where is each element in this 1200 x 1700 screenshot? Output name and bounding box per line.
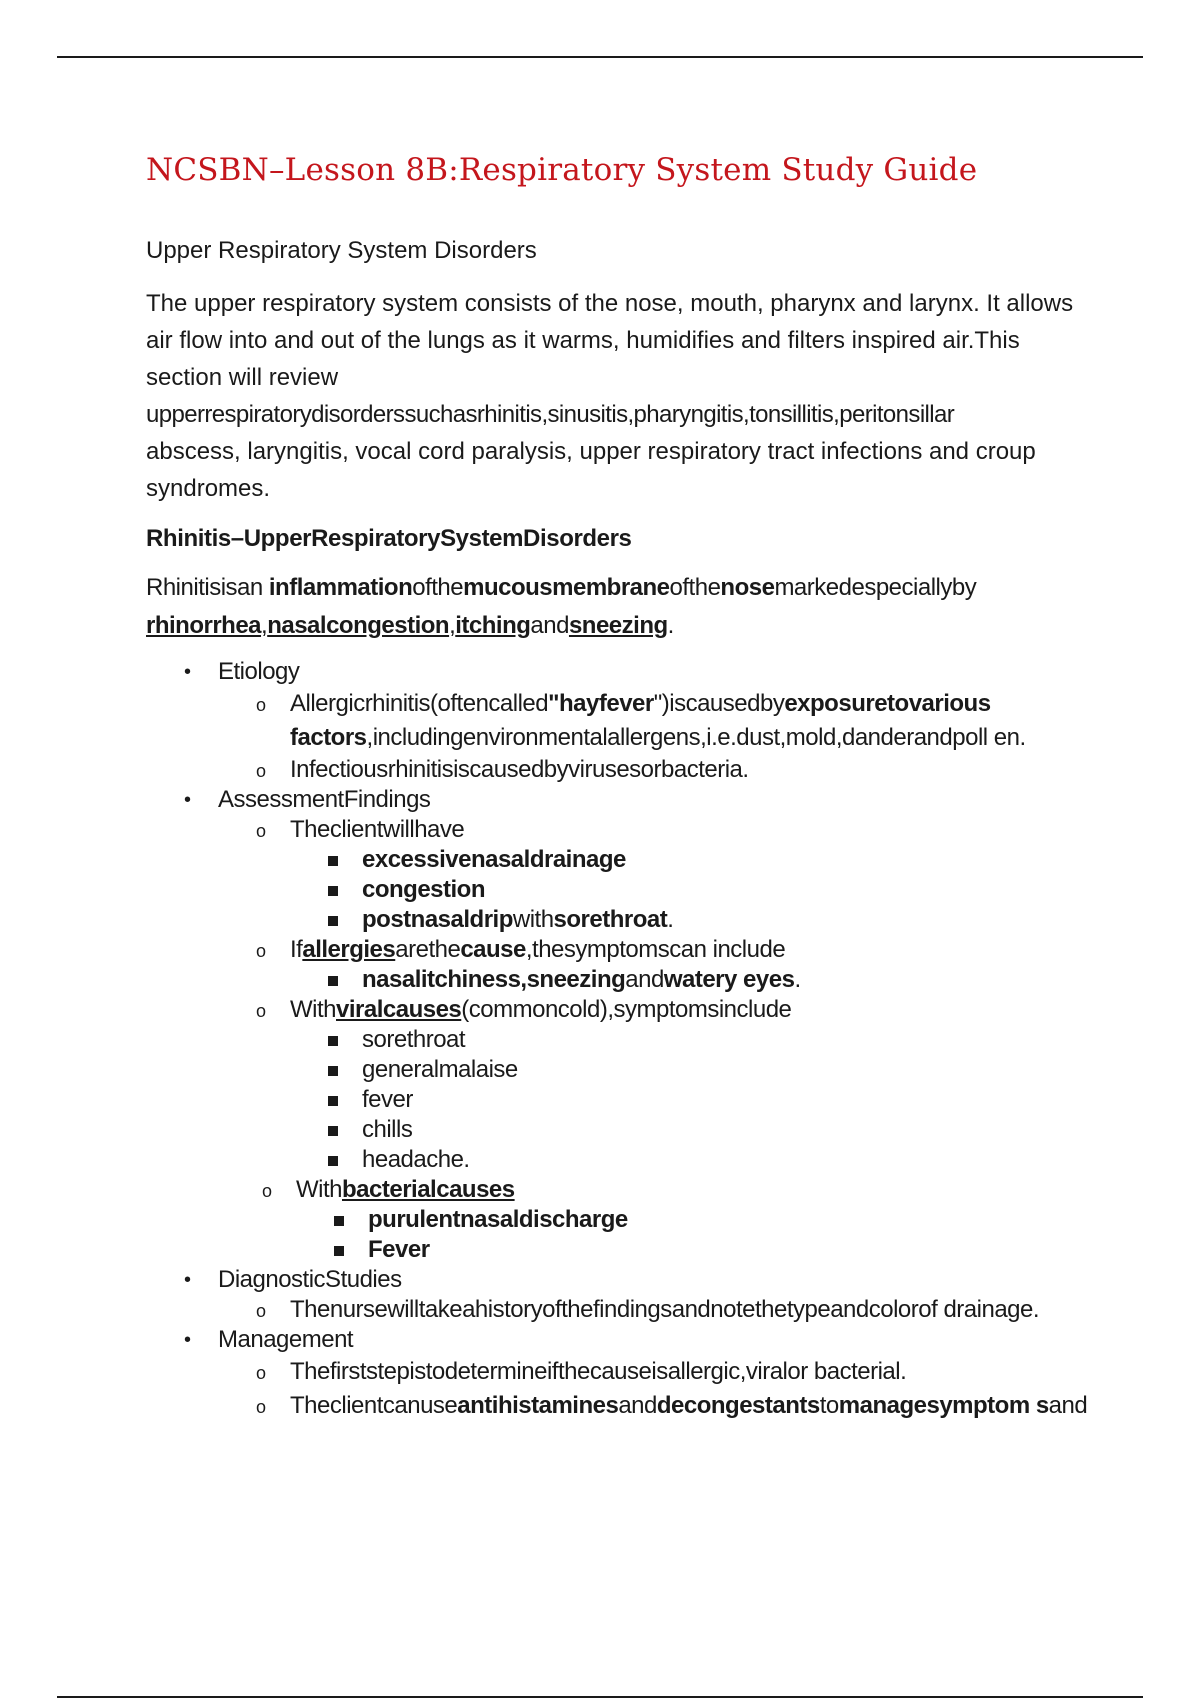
- def-text: ofthe: [412, 574, 464, 602]
- etiology-label: Etiology: [218, 658, 300, 686]
- text: ")iscausedby: [653, 690, 785, 718]
- def-text: markedespeciallyby: [774, 574, 977, 602]
- text: arethe: [395, 936, 461, 964]
- text: with: [512, 906, 554, 934]
- text: ,thesymptomscan include: [525, 936, 786, 964]
- finding-item: headache.: [290, 1145, 1096, 1175]
- section-subhead: Upper Respiratory System Disorders: [146, 237, 537, 265]
- text: Theclientcanuse: [290, 1392, 458, 1420]
- assessment-list-bacterial: [218, 1175, 1096, 1265]
- assessment-bacterial: [218, 1175, 1096, 1265]
- text: ,includingenvironmentalallergens,i.e.dust,mold,danderandpoll en.: [366, 724, 1026, 752]
- finding-item: purulentnasaldischarge: [296, 1205, 1096, 1235]
- rhinitis-definition: [146, 569, 1096, 645]
- finding-item: fever: [290, 1085, 1096, 1115]
- bold-text: cause: [460, 936, 526, 964]
- text: and: [625, 966, 664, 994]
- client-findings-list: [290, 845, 1096, 935]
- def-text: ,: [261, 612, 268, 640]
- intro-paragraph: [146, 285, 1096, 507]
- outline-item-assessment: [146, 785, 1096, 1265]
- bold-text: "hayfever: [548, 690, 654, 718]
- def-text: ,: [449, 612, 456, 640]
- def-bold: inflammation: [268, 574, 413, 602]
- def-bold-underline: nasalcongestion: [267, 612, 450, 640]
- bottom-rule: [57, 1696, 1143, 1698]
- top-rule: [57, 56, 1143, 58]
- bold-text: postnasaldrip: [362, 906, 513, 934]
- text: With: [290, 996, 336, 1024]
- document-page: [146, 140, 1096, 1423]
- assessment-client: [218, 815, 1096, 935]
- finding-item: [290, 965, 1096, 995]
- def-bold-underline: rhinorrhea: [146, 612, 262, 640]
- text: to: [819, 1392, 839, 1420]
- bold-underline-text: viralcauses: [336, 996, 462, 1024]
- bold-text: watery eyes: [663, 966, 795, 994]
- management-list: [218, 1355, 1096, 1423]
- finding-item: chills: [290, 1115, 1096, 1145]
- document-title: NCSBN–Lesson 8B:Respiratory System Study Guide: [146, 152, 978, 188]
- def-text: .: [667, 612, 674, 640]
- management-step2: [218, 1389, 1096, 1423]
- text: (commoncold),symptomsinclude: [461, 996, 792, 1024]
- bold-text: sorethroat: [553, 906, 668, 934]
- etiology-infectious: o Infectiousrhinitisiscausedbyvirusesorbacteria.: [218, 755, 1096, 785]
- etiology-allergic: [218, 687, 1096, 755]
- text: .: [667, 906, 674, 934]
- management-label: Management: [218, 1326, 354, 1354]
- text: and: [1048, 1392, 1088, 1420]
- finding-item: generalmalaise: [290, 1055, 1096, 1085]
- bold-underline-text: allergies: [302, 936, 396, 964]
- def-bold-underline: itching: [455, 612, 531, 640]
- bold-text: decongestants: [656, 1392, 820, 1420]
- intro-line2: upperrespiratorydisorderssuchasrhinitis,sinusitis,pharyngitis,tonsillitis,peritonsillar: [146, 401, 955, 429]
- intro-line3: abscess, laryngitis, vocal cord paralysis, upper respiratory tract infections and croup syndromes.: [146, 438, 1036, 503]
- bold-underline-text: bacterialcauses: [342, 1176, 515, 1204]
- finding-item: Fever: [296, 1235, 1096, 1265]
- text: If: [290, 936, 303, 964]
- def-text: Rhinitisisan: [146, 574, 269, 602]
- text: Allergicrhinitis(oftencalled: [290, 690, 549, 718]
- bold-text: antihistamines: [457, 1392, 619, 1420]
- outline-item-diagnostic: [146, 1265, 1096, 1325]
- intro-line1: The upper respiratory system consists of the nose, mouth, pharynx and larynx. It allows air flow into and out of the lungs as it warms, humidifies and filters inspired air.This section will review: [146, 290, 1074, 392]
- outline-item-management: [146, 1325, 1096, 1423]
- allergy-findings-list: [290, 965, 1096, 995]
- diagnostic-list: [218, 1295, 1096, 1325]
- bold-text: exposuretovarious factors: [290, 690, 991, 752]
- viral-findings-list: [290, 1025, 1096, 1175]
- etiology-list: [218, 687, 1096, 785]
- management-step1: o Thefirststepistodetermineifthecauseisallergic,viralor bacterial.: [218, 1355, 1096, 1389]
- assessment-allergies: [218, 935, 1096, 995]
- bold-text: managesymptom s: [838, 1392, 1049, 1420]
- rhinitis-outline: [146, 657, 1096, 1423]
- assessment-list: [218, 815, 1096, 1175]
- def-bold-underline: sneezing: [568, 612, 668, 640]
- rhinitis-section-title: Rhinitis–UpperRespiratorySystemDisorders: [146, 525, 632, 553]
- finding-item: [290, 905, 1096, 935]
- text: Theclientwillhave: [290, 816, 465, 844]
- finding-item: sorethroat: [290, 1025, 1096, 1055]
- finding-item: congestion: [290, 875, 1096, 905]
- finding-item: excessivenasaldrainage: [290, 845, 1096, 875]
- diagnostic-text: o Thenursewilltakeahistoryofthefindingsandnotethetypeandcolorof drainage.: [218, 1295, 1096, 1325]
- assessment-viral: [218, 995, 1096, 1175]
- def-bold: mucousmembrane: [463, 574, 670, 602]
- text: and: [618, 1392, 657, 1420]
- bacterial-findings-list: [296, 1205, 1096, 1265]
- diagnostic-label: DiagnosticStudies: [218, 1266, 402, 1294]
- outline-item-etiology: [146, 657, 1096, 785]
- bold-text: nasalitchiness,sneezing: [362, 966, 626, 994]
- text: .: [794, 966, 801, 994]
- assessment-label: AssessmentFindings: [218, 786, 431, 814]
- def-bold: nose: [720, 574, 775, 602]
- text: With: [296, 1176, 342, 1204]
- def-text: and: [530, 612, 569, 640]
- def-text: ofthe: [669, 574, 721, 602]
